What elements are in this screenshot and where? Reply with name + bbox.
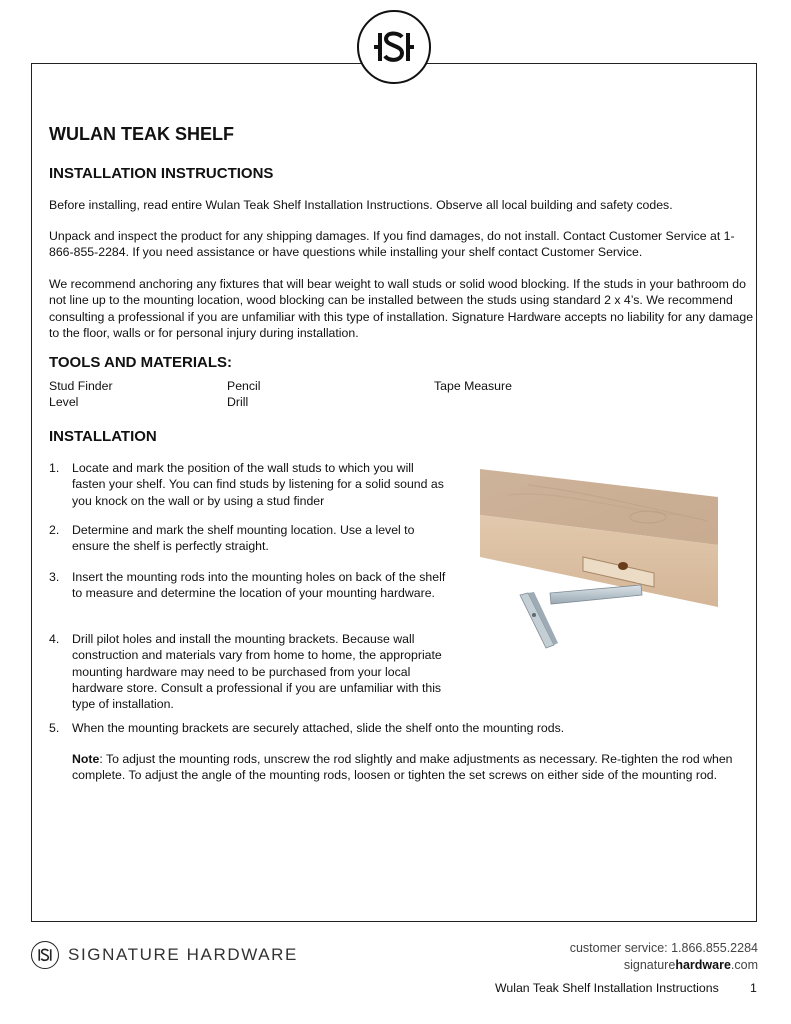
intro-heading: INSTALLATION INSTRUCTIONS bbox=[49, 165, 274, 182]
installation-heading: INSTALLATION bbox=[49, 428, 157, 445]
intro-paragraph-1: Before installing, read entire Wulan Teak Shelf Installation Instructions. Observe all local building and safety codes. bbox=[49, 198, 673, 212]
website-link[interactable]: signaturehardware.com bbox=[623, 958, 758, 972]
note-label: Note bbox=[72, 752, 100, 766]
tool-item: Tape Measure bbox=[434, 379, 512, 393]
tool-item: Pencil bbox=[227, 379, 261, 393]
signature-hardware-monogram-icon bbox=[372, 25, 416, 69]
intro-paragraph-3: We recommend anchoring any fixtures that will bear weight to wall studs or solid wood blocking. If the studs in your bathroom do not line up to the mounting location, wood blocking can be installed between the studs using standard 2 x 4’s. We recommend consulting a professional if you are unfamiliar with this type of installation. Signature Hardware accepts no liability for any damage to the floor, walls or for personal injury during installation. bbox=[49, 277, 754, 340]
tools-heading: TOOLS AND MATERIALS: bbox=[49, 354, 233, 371]
note-text: : To adjust the mounting rods, unscrew the rod slightly and make adjustments as necessary. Re-tighten the rod when complete. To adjust the angle of the mounting rods, loosen or tighten the set screws on either side of the mounting rod. bbox=[72, 752, 733, 783]
tool-item: Stud Finder bbox=[49, 379, 113, 393]
note-paragraph bbox=[72, 751, 755, 784]
customer-service-phone: customer service: 1.866.855.2284 bbox=[569, 941, 758, 955]
signature-hardware-monogram-icon bbox=[31, 941, 59, 969]
footer-doc-title: Wulan Teak Shelf Installation Instructions bbox=[495, 981, 719, 995]
tool-item: Drill bbox=[227, 395, 249, 409]
tool-item: Level bbox=[49, 395, 79, 409]
document-title: WULAN TEAK SHELF bbox=[49, 124, 234, 144]
intro-paragraph-2: Unpack and inspect the product for any shipping damages. If you find damages, do not install. Contact Customer Service at 1-866-855-2284. If you need assistance or have questions while installing your shelf contact Customer Service. bbox=[49, 229, 735, 260]
contact-info bbox=[570, 940, 758, 974]
shelf-product-image bbox=[478, 455, 718, 655]
page-number: 1 bbox=[750, 981, 757, 995]
brand-logo bbox=[357, 10, 431, 84]
footer-brand bbox=[31, 941, 298, 969]
brand-name: SIGNATURE HARDWARE bbox=[68, 945, 298, 964]
